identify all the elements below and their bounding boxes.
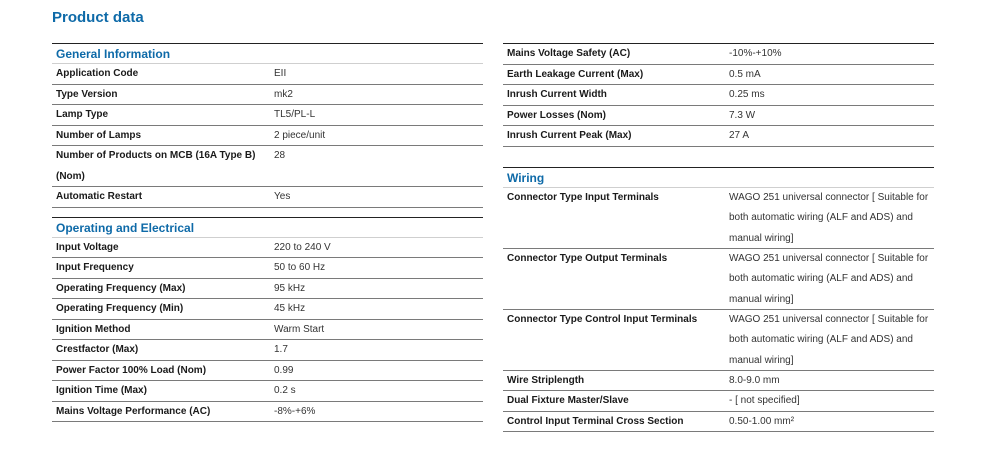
table-row (503, 44, 934, 65)
row-label: Power Losses (Nom) (507, 109, 606, 121)
section-title: Wiring (503, 168, 934, 188)
row-label: Operating Frequency (Max) (56, 282, 186, 294)
row-label: Wire Striplength (507, 374, 585, 386)
table-row (503, 126, 934, 147)
table-row (503, 412, 934, 433)
row-label: Mains Voltage Safety (AC) (507, 48, 631, 59)
table-row (52, 361, 483, 382)
table-row (52, 279, 483, 300)
row-value: EII (274, 68, 287, 79)
row-label: Control Input Terminal Cross Section (507, 415, 684, 427)
table-row (52, 126, 483, 147)
row-label: Connector Type Output Terminals (507, 252, 668, 264)
row-value: WAGO 251 universal connector [ Suitable for both automatic wiring (ALF and ADS) and manual wiring] (729, 252, 929, 305)
row-value: 28 (274, 150, 286, 161)
row-label: Type Version (56, 88, 118, 100)
section-title: Operating and Electrical (52, 218, 483, 238)
row-value: 50 to 60 Hz (274, 262, 326, 273)
row-label: Application Code (56, 68, 139, 79)
row-label: Dual Fixture Master/Slave (507, 395, 629, 406)
row-value: 27 A (729, 130, 750, 141)
row-value: 45 kHz (274, 303, 306, 314)
table-row (503, 249, 934, 310)
table-row (503, 371, 934, 392)
row-value: 7.3 W (729, 109, 756, 121)
table-row (52, 85, 483, 106)
row-label: Number of Lamps (56, 129, 142, 141)
row-label: Power Factor 100% Load (Nom) (56, 364, 207, 376)
row-label: Connector Type Input Terminals (507, 191, 659, 203)
electrical-continued-section (503, 43, 934, 147)
table-row (503, 85, 934, 106)
table-row (52, 320, 483, 341)
row-value: Yes (274, 191, 291, 202)
row-label: Inrush Current Peak (Max) (507, 130, 632, 141)
row-value: 220 to 240 V (274, 241, 331, 253)
row-value: 0.5 mA (729, 68, 761, 80)
row-value: 0.99 (274, 364, 294, 376)
row-value: Warm Start (274, 323, 325, 335)
row-value: - [ not specified] (729, 395, 800, 406)
row-label: Ignition Method (56, 323, 131, 335)
row-value: 0.2 s (274, 385, 296, 396)
table-row (503, 310, 934, 371)
row-label: Earth Leakage Current (Max) (507, 68, 644, 80)
row-value: TL5/PL-L (274, 109, 316, 120)
row-label: Ignition Time (Max) (56, 385, 147, 396)
table-row (52, 146, 483, 187)
row-value: 8.0-9.0 mm (729, 374, 780, 386)
row-label: Connector Type Control Input Terminals (507, 313, 698, 325)
right-column (503, 43, 934, 432)
table-row (503, 391, 934, 412)
table-row (52, 64, 483, 85)
table-row (503, 188, 934, 249)
row-value: mk2 (274, 88, 293, 100)
table-row (52, 381, 483, 402)
row-value: 95 kHz (274, 282, 306, 294)
row-value: 0.25 ms (729, 89, 765, 100)
row-label: Number of Products on MCB (16A Type B) (Nom) (56, 150, 256, 182)
row-value: WAGO 251 universal connector [ Suitable for both automatic wiring (ALF and ADS) and manual wiring] (729, 191, 929, 244)
table-row (52, 258, 483, 279)
row-label: Automatic Restart (56, 191, 143, 202)
section-title: General Information (52, 44, 483, 64)
table-row (503, 65, 934, 86)
operating-electrical-section (52, 217, 483, 423)
row-label: Crestfactor (Max) (56, 344, 139, 355)
row-label: Inrush Current Width (507, 89, 607, 100)
left-column (52, 43, 483, 422)
row-value: -8%-+6% (274, 405, 316, 417)
table-row (52, 238, 483, 259)
table-row (52, 402, 483, 423)
row-label: Input Frequency (56, 262, 134, 273)
table-row (503, 106, 934, 127)
page-title: Product data (52, 9, 144, 26)
row-label: Mains Voltage Performance (AC) (56, 405, 211, 417)
row-label: Lamp Type (56, 109, 109, 120)
general-information-section (52, 43, 483, 208)
table-row (52, 105, 483, 126)
row-value: 0.50-1.00 mm² (729, 415, 795, 427)
wiring-section (503, 167, 934, 433)
row-label: Input Voltage (56, 241, 119, 253)
row-label: Operating Frequency (Min) (56, 303, 184, 314)
row-value: 1.7 (274, 344, 288, 355)
row-value: -10%-+10% (729, 48, 782, 59)
table-row (52, 340, 483, 361)
table-row (52, 299, 483, 320)
row-value: WAGO 251 universal connector [ Suitable for both automatic wiring (ALF and ADS) and manual wiring] (729, 313, 929, 366)
row-value: 2 piece/unit (274, 129, 326, 141)
table-row (52, 187, 483, 208)
